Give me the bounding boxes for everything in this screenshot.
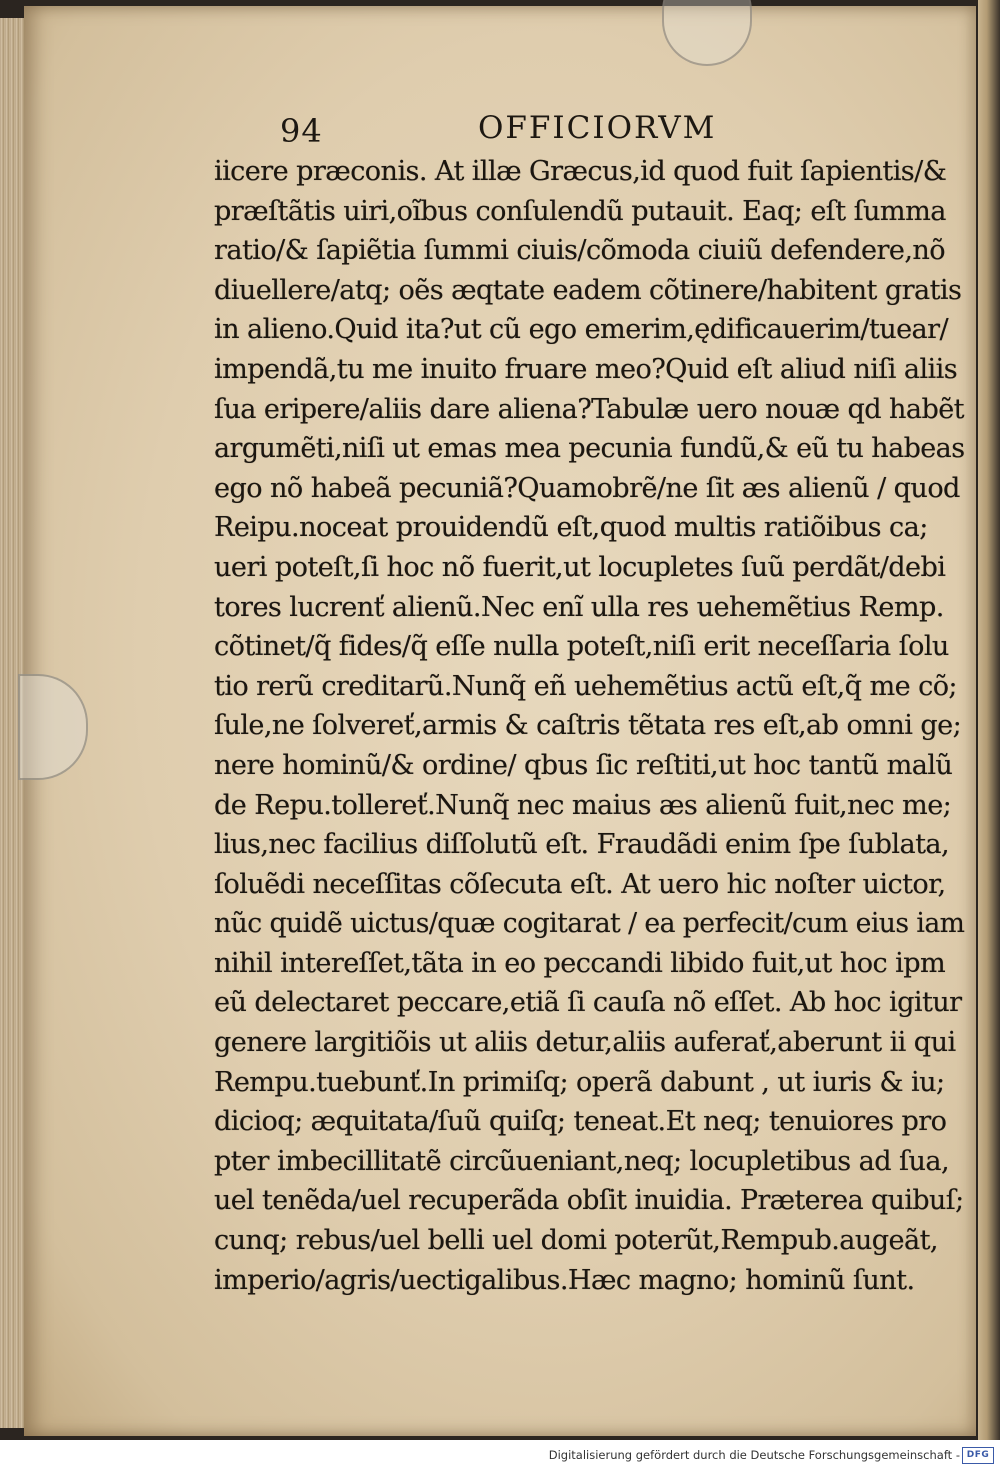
text-line: ratio/& ſapiẽtia ſummi ciuis/cõmoda ciuiũ defendere,nõ [214,234,945,267]
page-header [280,106,780,158]
body-text [214,152,974,1300]
text-line: eũ delectaret peccare,etiã ſi cauſa nõ eſſet. Ab hoc igitur [214,986,962,1019]
page-right-shadow [978,0,1000,1440]
text-line: uel tenẽda/uel recuperãda obſit inuidia. Præterea quibuſ; [214,1184,964,1217]
text-line: impendã,tu me inuito fruare meo?Quid eſt aliud niſi aliis [214,352,958,385]
text-line: genere largitiõis ut aliis detur,aliis auferať,aberunt ii qui [214,1026,956,1059]
text-line: de Repu.tollereť.Nunq̃ nec maius æs alienũ fuit,nec me; [214,788,952,821]
top-page-clip [662,0,752,66]
text-line: cunq; rebus/uel belli uel domi poterũt,Rempub.augeãt, [214,1224,938,1257]
text-line: cõtinet/q̃ fides/q̃ eſſe nulla poteſt,niſi erit neceſſaria ſolu [214,630,949,663]
text-line: diuellere/atq; oẽs æqtate eadem cõtinere/habitent gratis [214,273,962,306]
text-line: argumẽti,niſi ut emas mea pecunia fundũ,& eũ tu habeas [214,432,965,465]
text-line: pter imbecillitatẽ circũueniant,neq; locupletibus ad ſua, [214,1144,949,1177]
text-line: ueri poteſt,ſi hoc nõ fuerit,ut locupletes ſuũ perdãt/debi [214,550,946,583]
funding-credit: Digitalisierung gefördert durch die Deutsche Forschungsgemeinschaft - [548,1448,960,1462]
text-line: tio rerũ creditarũ.Nunq̃ eñ uehemẽtius actũ eſt,q̃ me cõ; [214,669,957,702]
text-line: tores lucrenť alienũ.Nec enĩ ulla res uehemẽtius Remp. [214,590,944,623]
text-line: imperio/agris/uectigalibus.Hæc magno; hominũ ſunt. [214,1263,915,1296]
running-head: OFFICIORVM [478,110,717,146]
text-line: præſtãtis uiri,oĩbus conſulendũ putauit. Eaq; eſt ſumma [214,194,946,227]
text-line: lius,nec facilius diſſolutũ eſt. Fraudãdi enim ſpe ſublata, [214,828,950,861]
text-line: dicioq; æquitata/ſuũ quiſq; teneat.Et neq; tenuiores pro [214,1105,947,1138]
text-line: Reipu.noceat prouidendũ eſt,quod multis ratiõibus ca; [214,511,928,544]
text-line: Rempu.tuebunť.In primiſq; operã dabunt , ut iuris & iu; [214,1065,945,1098]
text-line: ſoluẽdi neceſſitas cõſecuta eſt. At uero hic noſter uictor, [214,867,946,900]
side-page-clip [18,674,88,780]
page-surface [24,6,976,1436]
dfg-logo-icon: DFG [962,1447,994,1464]
text-line: ſua eripere/aliis dare aliena?Tabulæ uero nouæ qd habẽt [214,392,964,425]
text-line: in alieno.Quid ita?ut cũ ego emerim,ędificauerim/tuear/ [214,313,949,346]
text-line: ſule,ne ſolvereť,armis & caſtris tẽtata res eſt,ab omni ge; [214,709,962,742]
page-number: 94 [280,112,323,150]
text-line: nihil intereſſet,tãta in eo peccandi libido fuit,ut hoc ipm [214,946,946,979]
text-line: nere hominũ/& ordine/ qbus ſic reſtiti,ut hoc tantũ malũ [214,748,953,781]
text-line: nũc quidẽ uictus/quæ cogitarat / ea perfecit/cum eius iam [214,907,965,940]
digitization-footer [0,1440,1000,1471]
text-line: ego nõ habeã pecuniã?Quamobrẽ/ne ſit æs alienũ / quod [214,471,960,504]
text-line: iicere præconis. At illæ Græcus,id quod fuit ſapientis/& [214,155,947,187]
